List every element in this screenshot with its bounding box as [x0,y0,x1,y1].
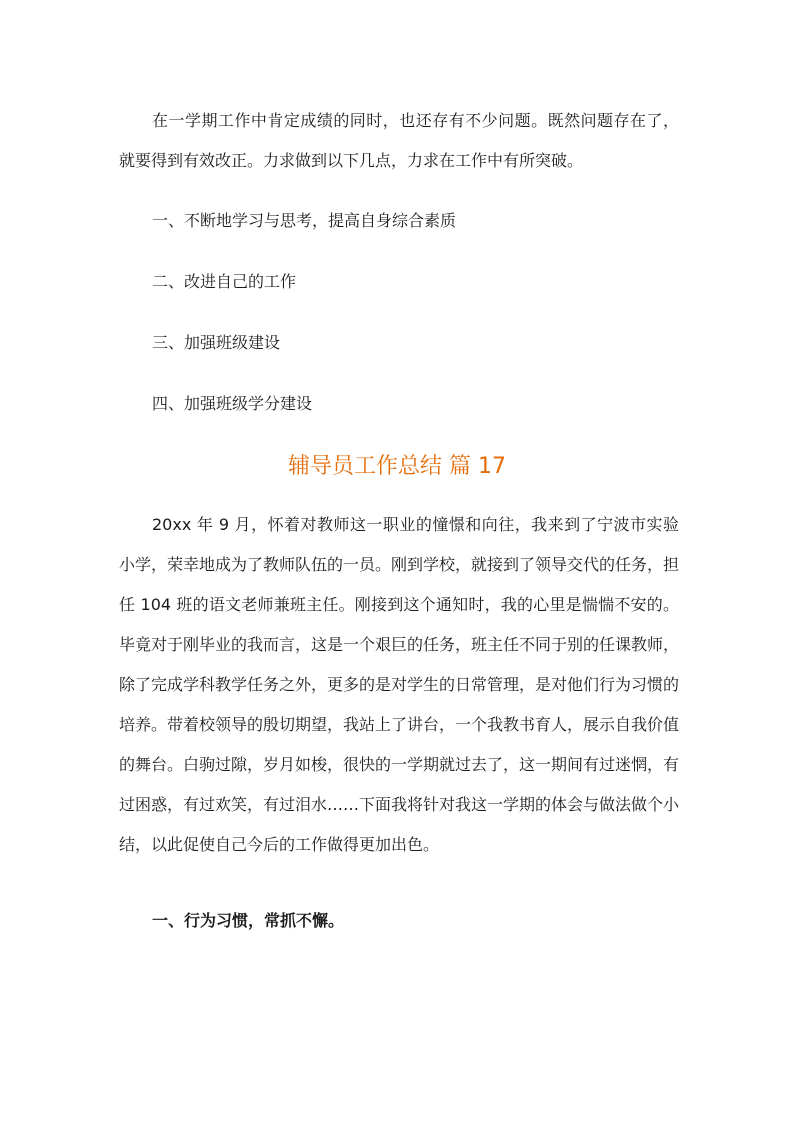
subheading: 一、行为习惯，常抓不懈。 [152,911,345,930]
intro-paragraph: 在一学期工作中肯定成绩的同时，也还存有不少问题。既然问题存在了，就要得到有效改正。力求做到以下几点，力求在工作中有所突破。 [119,111,679,170]
list-item-point-1: 一、不断地学习与思考，提高自身综合素质 [152,211,457,230]
body-paragraph: 20xx 年 9 月，怀着对教师这一职业的憧憬和向往，我来到了宁波市实验小学，荣幸地成为了教师队伍的一员。刚到学校，就接到了领导交代的任务，担任 104 班的语文老师兼班主任。刚接到这个通知时，我的心里是惴惴不安的。毕竟对于刚毕业的我而言，这是一个艰巨的任务，班主任不同于别的任课教师，除了完成学科教学任务之外，更多的是对学生的日常管理，是对他们行为习惯的培养。带着校领导的殷切期望，我站上了讲台，一个我教书育人，展示自我价值的舞台。白驹过隙，岁月如梭，很快的一学期就过去了，这一期间有过迷惘，有过困惑，有过欢笑，有过泪水……下面我将针对我这一学期的体会与做法做个小结，以此促使自己今后的工作做得更加出色。 [119,515,680,854]
list-item-point-3: 三、加强班级建设 [152,333,281,352]
list-item-point-4: 四、加强班级学分建设 [152,394,313,413]
section-title: 辅导员工作总结 篇 17 [288,454,506,479]
list-item-point-2: 二、改进自己的工作 [152,272,297,291]
